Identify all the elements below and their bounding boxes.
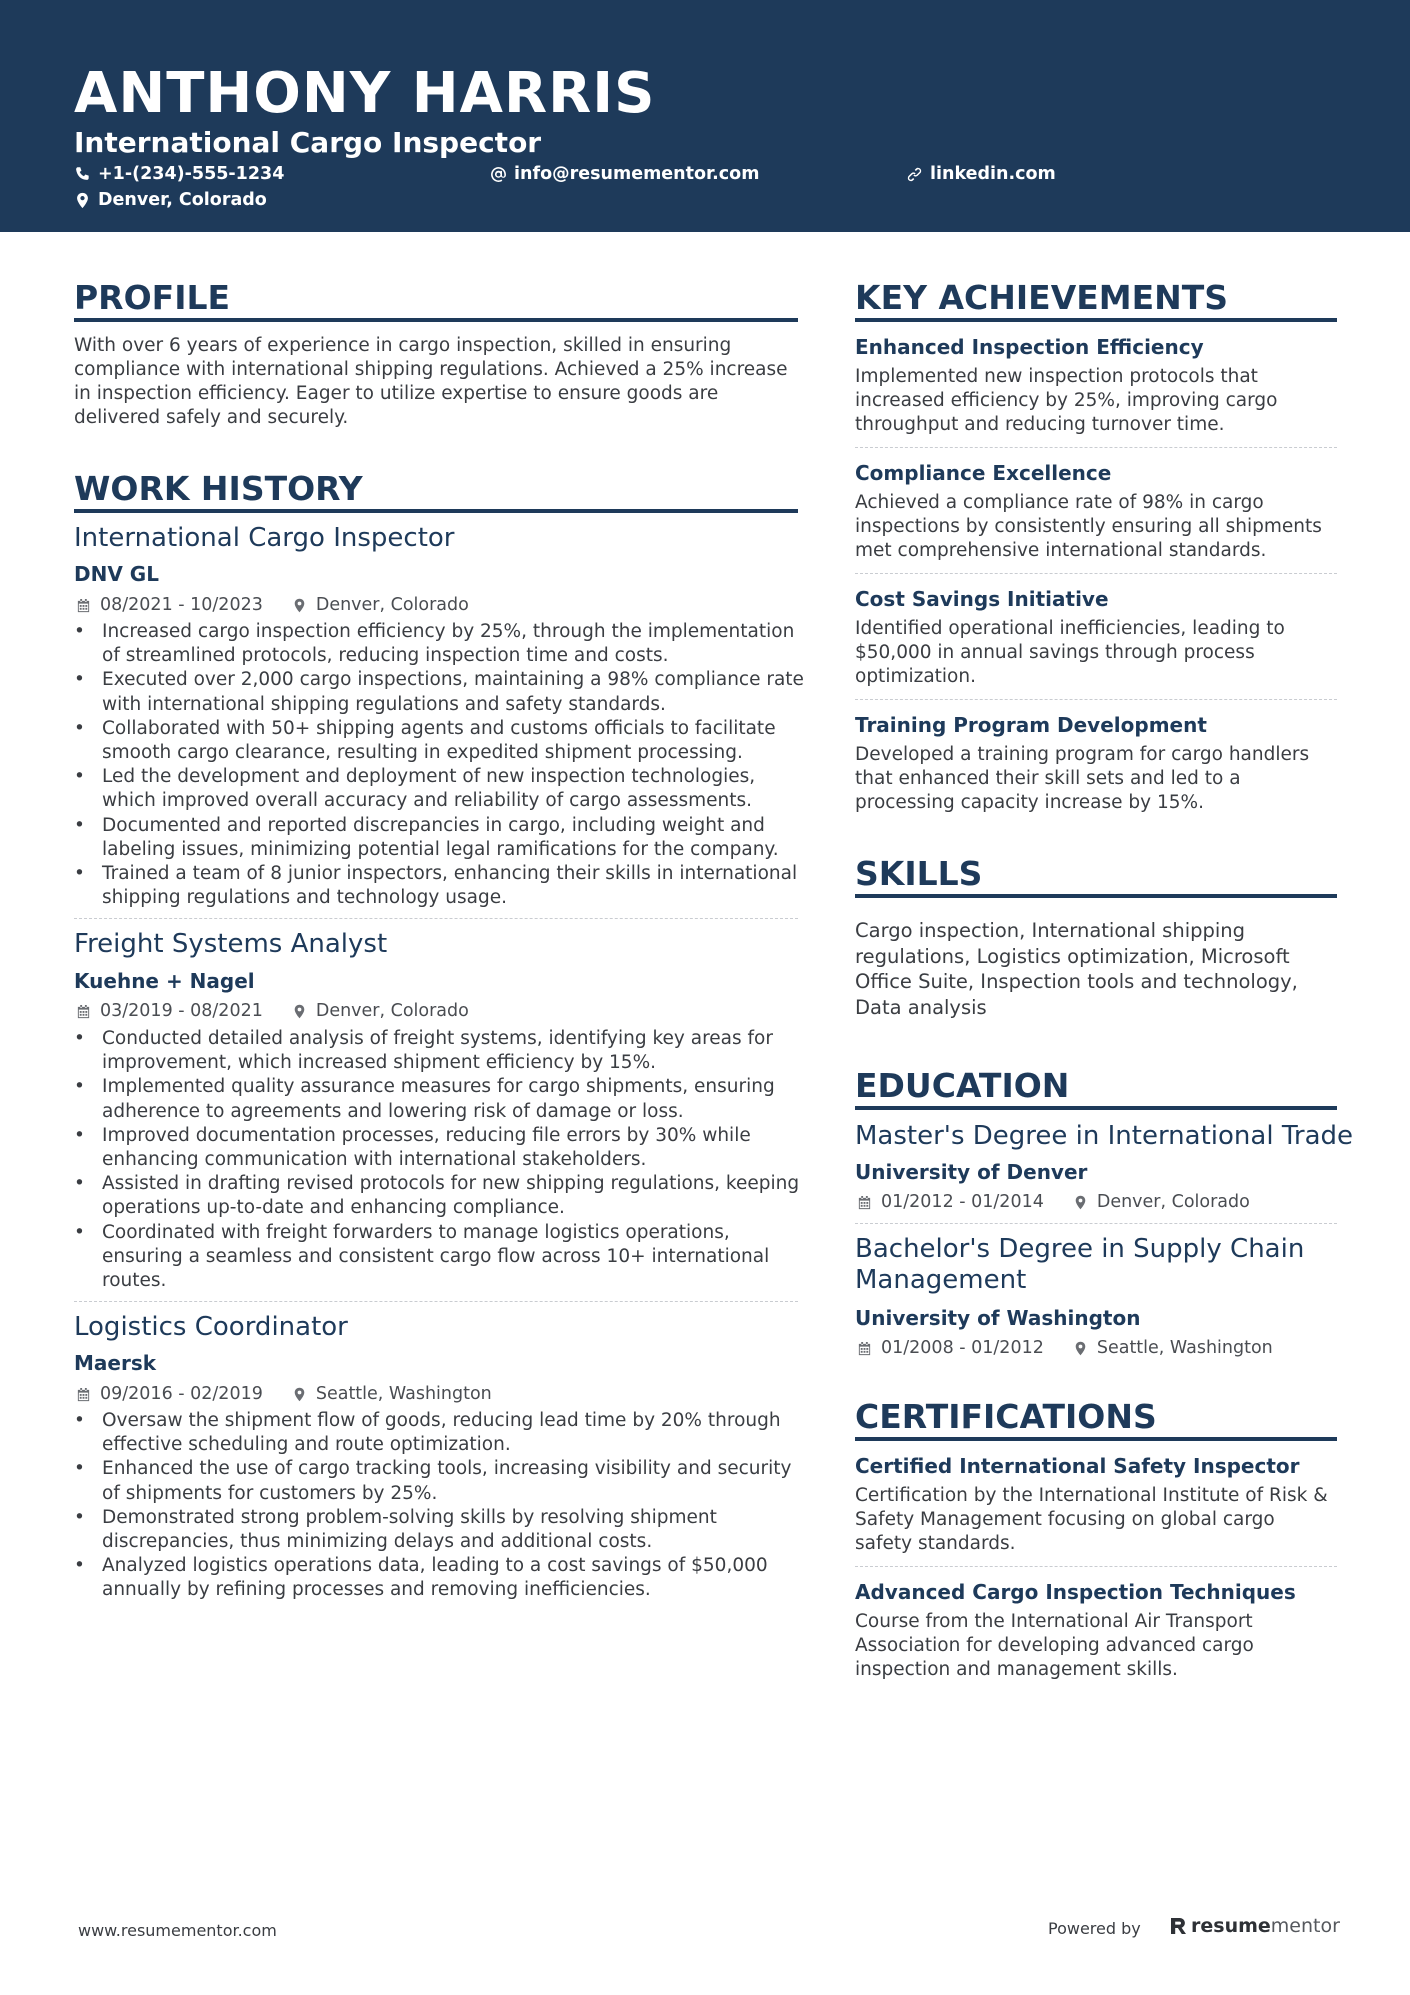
achievement-text: Achieved a compliance rate of 98% in cargo inspections by consistently ensuring all shipments met comprehensive international standards. (855, 492, 1322, 561)
location-pin-icon (1073, 1195, 1088, 1210)
bullet-item: • Implemented quality assurance measures for cargo shipments, ensuring adherence to agreements and lowering risk of damage or loss. (74, 1075, 806, 1123)
brand-wordmark-bold: resume (1191, 1915, 1271, 1937)
location-pin-icon (292, 1004, 307, 1019)
job-location: Denver, Colorado (315, 1001, 469, 1021)
divider (74, 1301, 798, 1302)
phone-number: +1-(234)-555-1234 (98, 164, 285, 184)
contact-phone (74, 162, 284, 186)
bullet-item: • Collaborated with 50+ shipping agents and customs officials to facilitate smooth cargo clearance, resulting in expedited shipment processing. (74, 717, 806, 765)
bullet-item: • Oversaw the shipment flow of goods, reducing lead time by 20% through effective scheduling and route optimization. (74, 1409, 806, 1457)
brand-logo[interactable] (1170, 1914, 1340, 1938)
education-dates: 01/2012 - 01/2014 (881, 1192, 1044, 1212)
linkedin-link[interactable]: linkedin.com (930, 164, 1056, 184)
job-dates: 09/2016 - 02/2019 (100, 1384, 263, 1404)
skills-heading: SKILLS (855, 854, 983, 893)
contact-email[interactable] (490, 162, 759, 186)
at-icon (490, 166, 507, 183)
job-bullets (74, 1027, 806, 1293)
education-location: Denver, Colorado (1096, 1192, 1250, 1212)
job-meta (76, 594, 469, 616)
job-bullets (74, 620, 806, 910)
degree-title: Master's Degree in International Trade (855, 1121, 1353, 1151)
education-meta (857, 1337, 1273, 1359)
brand-wordmark (1191, 1914, 1340, 1938)
bullet-item: • Executed over 2,000 cargo inspections, maintaining a 98% compliance rate with international shipping regulations and safety standards. (74, 668, 806, 716)
phone-icon (74, 166, 91, 183)
work-history-heading: WORK HISTORY (74, 469, 363, 508)
footer-website-link[interactable]: www.resumementor.com (78, 1921, 277, 1940)
location-pin-icon (292, 1387, 307, 1402)
email-address[interactable]: info@resumementor.com (514, 164, 760, 184)
location-pin-icon (292, 598, 307, 613)
achievements-rule (855, 318, 1337, 322)
job-bullets (74, 1409, 806, 1603)
achievements-heading: KEY ACHIEVEMENTS (855, 278, 1229, 317)
calendar-icon (76, 1004, 91, 1019)
certification-text: Certification by the International Institute of Risk & Safety Management focusing on global cargo safety standards. (855, 1485, 1328, 1554)
job-location: Seattle, Washington (315, 1384, 492, 1404)
education-meta (857, 1191, 1250, 1213)
certifications-rule (855, 1437, 1337, 1441)
location-pin-icon (74, 192, 91, 209)
education-location: Seattle, Washington (1096, 1338, 1273, 1358)
bullet-item: • Demonstrated strong problem-solving skills by resolving shipment discrepancies, thus minimizing delays and additional costs. (74, 1506, 806, 1554)
achievement-title: Compliance Excellence (855, 461, 1112, 485)
bullet-item: • Assisted in drafting revised protocols for new shipping regulations, keeping operations up-to-date and enhancing compliance. (74, 1172, 806, 1220)
certification-title: Certified International Safety Inspector (855, 1454, 1300, 1478)
achievement-title: Enhanced Inspection Efficiency (855, 335, 1204, 359)
bullet-item: • Enhanced the use of cargo tracking tools, increasing visibility and security of shipments for customers by 25%. (74, 1457, 806, 1505)
job-dates: 03/2019 - 08/2021 (100, 1001, 263, 1021)
achievement-text: Identified operational inefficiencies, leading to $50,000 in annual savings through process optimization. (855, 618, 1285, 687)
calendar-icon (76, 1387, 91, 1402)
bullet-item: • Led the development and deployment of new inspection technologies, which improved overall accuracy and reliability of cargo assessments. (74, 765, 806, 813)
degree-title: Bachelor's Degree in Supply Chain Management (855, 1234, 1305, 1295)
profile-rule (74, 318, 798, 322)
calendar-icon (857, 1195, 872, 1210)
job-title: International Cargo Inspector (74, 523, 455, 553)
calendar-icon (76, 598, 91, 613)
bullet-item: • Trained a team of 8 junior inspectors, enhancing their skills in international shipping regulations and technology usage. (74, 862, 806, 910)
job-dates: 08/2021 - 10/2023 (100, 595, 263, 615)
skills-rule (855, 894, 1337, 898)
job-company: Kuehne + Nagel (74, 969, 255, 993)
job-company: Maersk (74, 1351, 157, 1375)
location-text: Denver, Colorado (98, 190, 267, 210)
brand-logo-icon (1170, 1916, 1187, 1936)
bullet-item: • Documented and reported discrepancies in cargo, including weight and labeling issues, minimizing potential legal ramifications for the company. (74, 814, 806, 862)
education-rule (855, 1106, 1337, 1110)
link-icon (906, 166, 923, 183)
divider (855, 1566, 1337, 1567)
calendar-icon (857, 1341, 872, 1356)
job-meta (76, 1000, 469, 1022)
certification-text: Course from the International Air Transport Association for developing advanced cargo inspection and management skills. (855, 1611, 1254, 1680)
powered-by-label: Powered by (1048, 1919, 1141, 1938)
contact-linkedin[interactable] (906, 162, 1056, 186)
achievement-text: Developed a training program for cargo handlers that enhanced their skill sets and led to a processing capacity increase by 15%. (855, 744, 1310, 813)
skills-text: Cargo inspection, International shipping regulations, Logistics optimization, Microsoft Office Suite, Inspection tools and technology, Data analysis (855, 919, 1298, 1019)
bullet-item: • Conducted detailed analysis of freight systems, identifying key areas for improvement, which increased shipment efficiency by 15%. (74, 1027, 806, 1075)
job-title: Freight Systems Analyst (74, 929, 388, 959)
certifications-heading: CERTIFICATIONS (855, 1397, 1157, 1436)
bullet-item: • Coordinated with freight forwarders to manage logistics operations, ensuring a seamless and consistent cargo flow across 10+ international routes. (74, 1221, 806, 1294)
divider (855, 447, 1337, 448)
achievement-title: Training Program Development (855, 713, 1207, 737)
bullet-item: • Increased cargo inspection efficiency by 25%, through the implementation of streamlined protocols, reducing inspection time and costs. (74, 620, 806, 668)
job-title: Logistics Coordinator (74, 1312, 348, 1342)
candidate-title: International Cargo Inspector (74, 126, 542, 159)
job-meta (76, 1383, 492, 1405)
location-pin-icon (1073, 1341, 1088, 1356)
bullet-item: • Improved documentation processes, reducing file errors by 30% while enhancing communication with international stakeholders. (74, 1124, 806, 1172)
achievement-title: Cost Savings Initiative (855, 587, 1109, 611)
job-company: DNV GL (74, 562, 159, 586)
brand-wordmark-light: mentor (1270, 1915, 1340, 1937)
divider (855, 699, 1337, 700)
resume-header (0, 0, 1410, 232)
certification-title: Advanced Cargo Inspection Techniques (855, 1580, 1296, 1604)
divider (855, 573, 1337, 574)
education-dates: 01/2008 - 01/2012 (881, 1338, 1044, 1358)
school-name: University of Washington (855, 1306, 1141, 1330)
contact-location (74, 188, 267, 212)
divider (855, 1223, 1337, 1224)
bullet-item: • Analyzed logistics operations data, leading to a cost savings of $50,000 annually by refining processes and removing inefficiencies. (74, 1554, 806, 1602)
achievement-text: Implemented new inspection protocols that increased efficiency by 25%, improving cargo throughput and reducing turnover time. (855, 366, 1278, 435)
candidate-name: ANTHONY HARRIS (74, 61, 656, 126)
profile-text: With over 6 years of experience in cargo inspection, skilled in ensuring compliance with international shipping regulations. Achieved a 25% increase in inspection efficiency. Eager to utilize expertise to ensure goods are delivered safely and securely. (74, 335, 788, 428)
divider (74, 918, 798, 919)
education-heading: EDUCATION (855, 1066, 1070, 1105)
school-name: University of Denver (855, 1160, 1088, 1184)
profile-heading: PROFILE (74, 278, 231, 317)
work-history-rule (74, 509, 798, 513)
job-location: Denver, Colorado (315, 595, 469, 615)
